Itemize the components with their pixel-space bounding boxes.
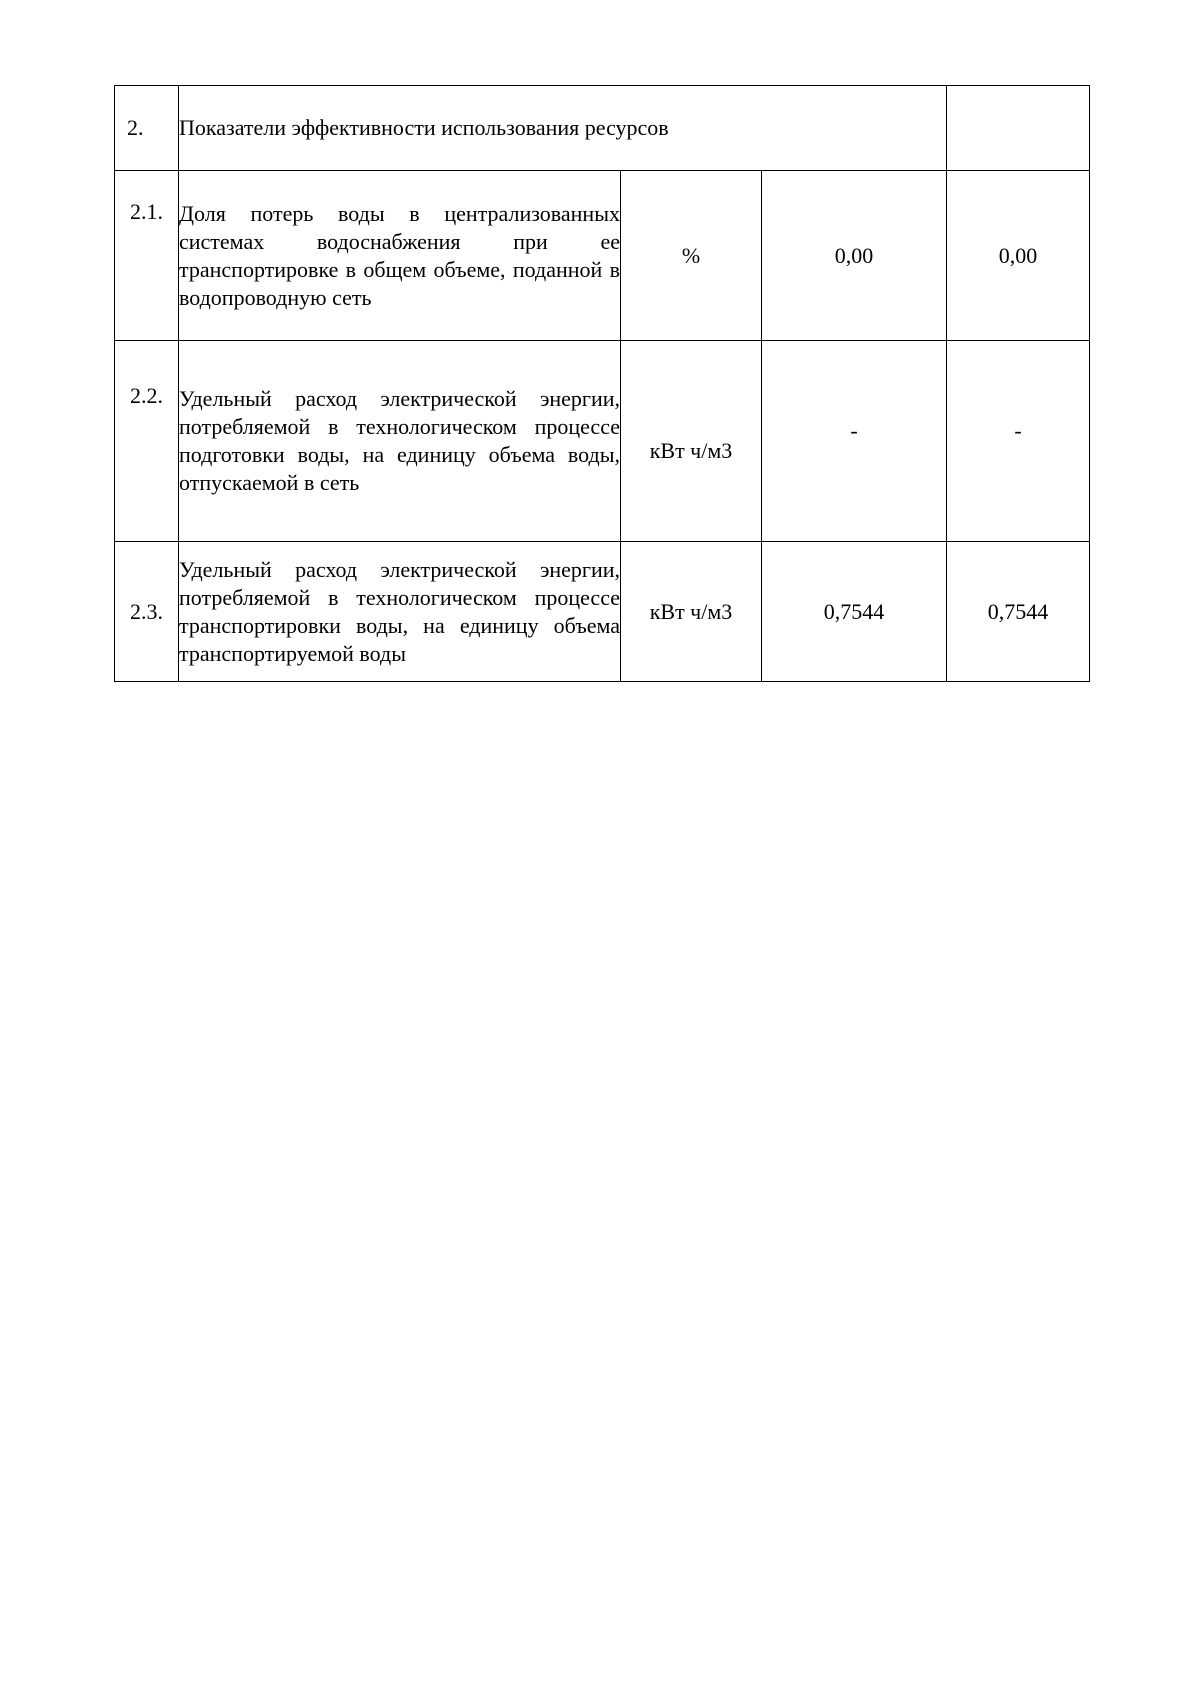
value-cell: - bbox=[947, 341, 1090, 542]
table-row bbox=[115, 171, 1090, 341]
value-cell: 0,7544 bbox=[762, 542, 947, 682]
indicators-table bbox=[114, 85, 1090, 682]
row-number: 2.1. bbox=[115, 171, 179, 341]
indicator-name: Удельный расход электрической энергии, потребляемой в технологическом процессе транспортировки воды, на единицу объема транспортируемой воды bbox=[179, 542, 621, 682]
row-number: 2.2. bbox=[115, 341, 179, 542]
section-number: 2. bbox=[115, 86, 179, 171]
indicator-name: Доля потерь воды в централизованных системах водоснабжения при ее транспортировке в общем объеме, поданной в водопроводную сеть bbox=[179, 171, 621, 341]
section-row bbox=[115, 86, 1090, 171]
unit-cell: кВт ч/м3 bbox=[621, 341, 762, 542]
value-cell: 0,00 bbox=[947, 171, 1090, 341]
empty-cell bbox=[947, 86, 1090, 171]
table-row bbox=[115, 341, 1090, 542]
indicator-name: Удельный расход электрической энергии, потребляемой в технологическом процессе подготовки воды, на единицу объема воды, отпускаемой в сеть bbox=[179, 341, 621, 542]
row-number: 2.3. bbox=[115, 542, 179, 682]
value-cell: 0,00 bbox=[762, 171, 947, 341]
table-row bbox=[115, 542, 1090, 682]
value-cell: 0,7544 bbox=[947, 542, 1090, 682]
unit-cell: кВт ч/м3 bbox=[621, 542, 762, 682]
unit-cell: % bbox=[621, 171, 762, 341]
section-title: Показатели эффективности использования ресурсов bbox=[179, 86, 947, 171]
value-cell: - bbox=[762, 341, 947, 542]
